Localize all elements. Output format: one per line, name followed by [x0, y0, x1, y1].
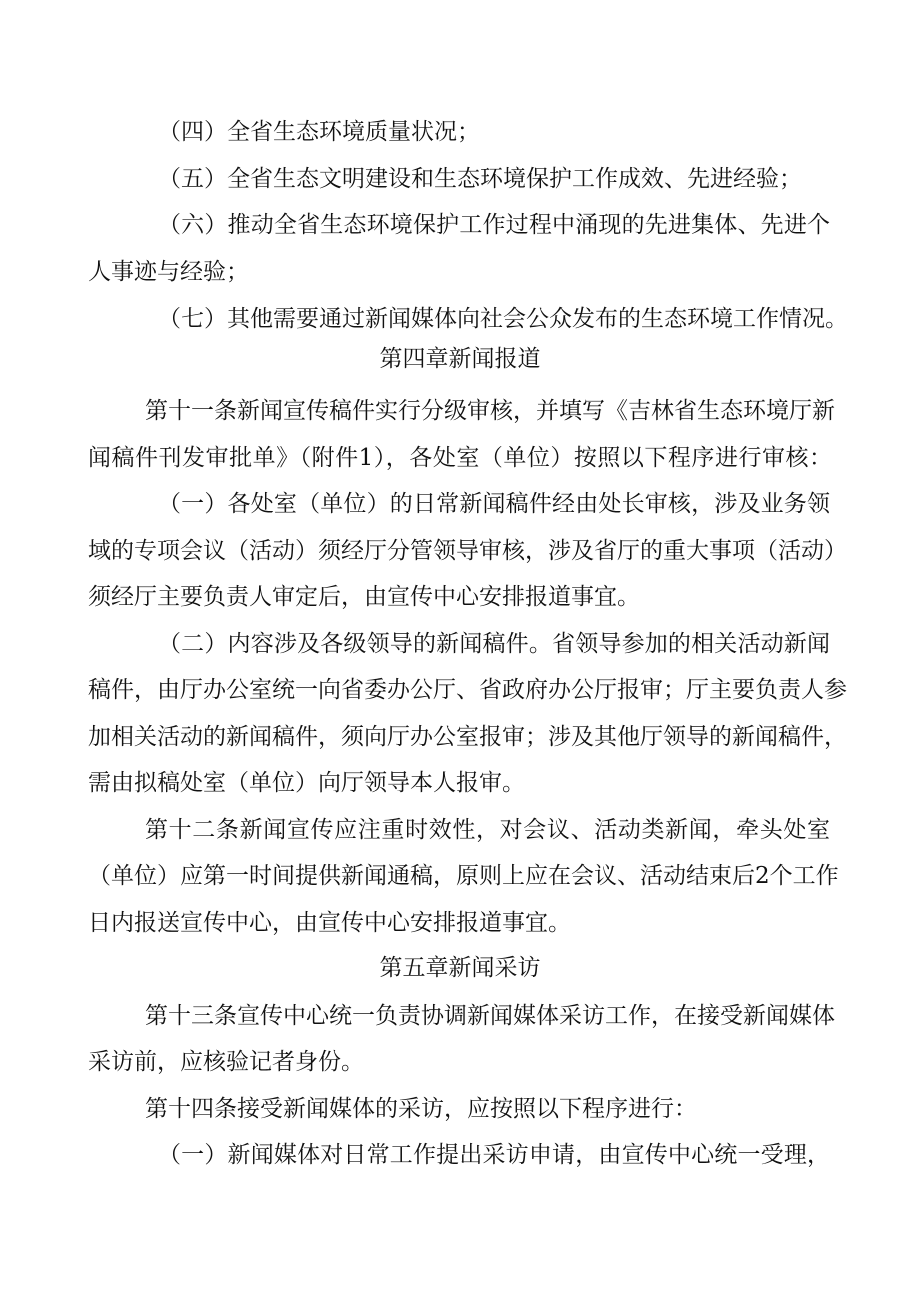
article-12-line-2: （单位）应第一时间提供新闻通稿，原则上应在会议、活动结束后2个工作 [88, 863, 839, 889]
list-item-4: （四）全省生态环境质量状况； [158, 119, 480, 145]
chapter-5-heading: 第五章新闻采访 [379, 955, 541, 981]
list-item-6-line-1: （六）推动全省生态环境保护工作过程中涌现的先进集体、先进个 [158, 212, 830, 238]
article-14-item-1-line-1: （一）新闻媒体对日常工作提出采访申请，由宣传中心统一受理， [158, 1142, 830, 1168]
article-14-line-1: 第十四条接受新闻媒体的采访，应按照以下程序进行： [145, 1096, 697, 1122]
article-13-line-2: 采访前，应核验记者身份。 [88, 1049, 364, 1075]
article-13-line-1: 第十三条宣传中心统一负责协调新闻媒体采访工作，在接受新闻媒体 [145, 1003, 835, 1029]
article-11-line-1: 第十一条新闻宣传稿件实行分级审核，并填写《吉林省生态环境厅新 [145, 398, 835, 424]
article-11-item-1-line-3: 须经厅主要负责人审定后，由宣传中心安排报道事宜。 [88, 584, 640, 610]
article-11-item-2-line-4: 需由拟稿处室（单位）向厅领导本人报审。 [88, 770, 525, 796]
article-11-item-2-line-3: 加相关活动的新闻稿件，须向厅办公室报审；涉及其他厅领导的新闻稿件， [88, 724, 847, 750]
article-11-item-2-line-2: 稿件，由厅办公室统一向省委办公厅、省政府办公厅报审；厅主要负责人参 [88, 677, 847, 703]
article-11-line-2: 闻稿件刊发审批单》（附件1），各处室（单位）按照以下程序进行审核： [88, 445, 832, 471]
article-11-item-1-line-1: （一）各处室（单位）的日常新闻稿件经由处长审核，涉及业务领 [158, 491, 830, 517]
list-item-7: （七）其他需要通过新闻媒体向社会公众发布的生态环境工作情况。 [158, 306, 848, 332]
list-item-5: （五）全省生态文明建设和生态环境保护工作成效、先进经验； [158, 166, 802, 192]
article-11-item-1-line-2: 域的专项会议（活动）须经厅分管领导审核，涉及省厅的重大事项（活动） [88, 538, 847, 564]
list-item-6-line-2: 人事迹与经验； [88, 259, 249, 285]
article-12-line-1: 第十二条新闻宣传应注重时效性，对会议、活动类新闻，牵头处室 [145, 817, 830, 843]
chapter-4-heading: 第四章新闻报道 [379, 346, 541, 372]
article-12-line-3: 日内报送宣传中心，由宣传中心安排报道事宜。 [88, 910, 571, 936]
article-11-item-2-line-1: （二）内容涉及各级领导的新闻稿件。省领导参加的相关活动新闻 [158, 631, 830, 657]
